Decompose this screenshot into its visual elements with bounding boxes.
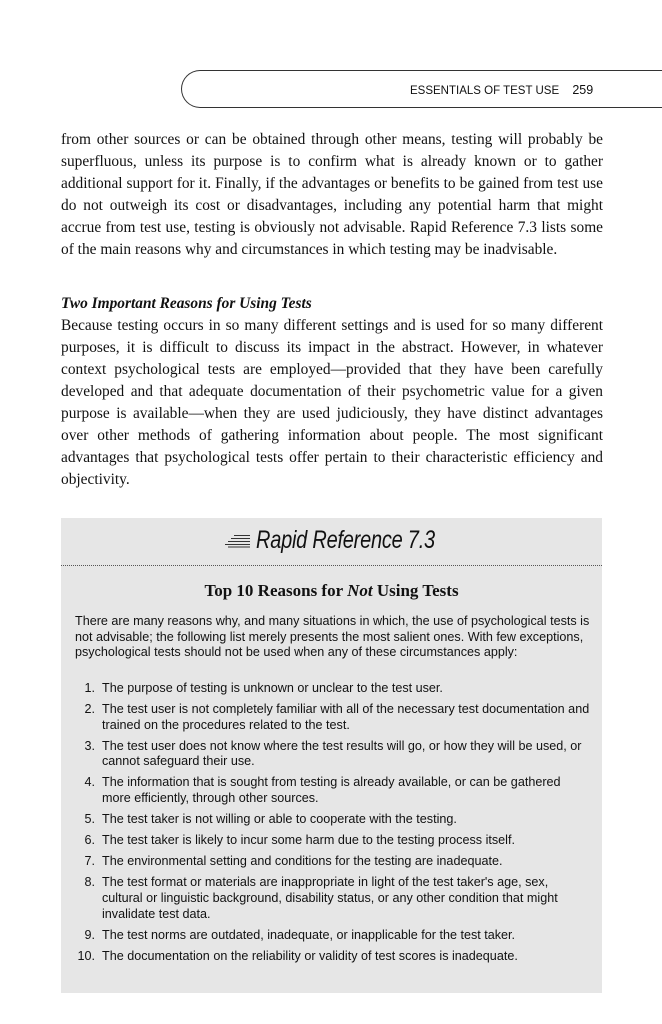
page-number: 259 bbox=[572, 83, 594, 97]
rapid-reference-title: Rapid Reference 7.3 bbox=[255, 526, 435, 554]
subtitle-part-2: Using Tests bbox=[372, 581, 459, 600]
rapid-reference-subtitle bbox=[61, 581, 602, 601]
list-item: 8. The test format or materials are inappropriate in light of the test taker's age, sex, cultural or linguistic background, disability status, or any other condition that might invalidate test data. bbox=[84, 875, 558, 921]
subtitle-part-1: Top 10 Reasons for bbox=[204, 581, 348, 600]
list-item: 3. The test user does not know where the test results will go, or how they will be used, or cannot safeguard their use. bbox=[84, 738, 582, 769]
dotted-divider bbox=[61, 565, 602, 566]
list-item: 7. The environmental setting and conditions for the testing are inadequate. bbox=[84, 854, 503, 869]
section-subheading: Two Important Reasons for Using Tests bbox=[61, 295, 312, 312]
body-paragraph-2: Because testing occurs in so many different settings and is used for so many different purposes, it is difficult to discuss its impact in the abstract. However, in whatever context psychological tests are employed—provided that they have been carefully developed and that adequate documentation of their psychometric value for a given purpose is available—when they are used judiciously, they have distinct advantages over other methods of gathering information about people. The most significant advantages that psychological tests offer pertain to their characteristic efficiency and objectivity. bbox=[61, 317, 603, 488]
list-item: 1. The purpose of testing is unknown or unclear to the test user. bbox=[84, 681, 443, 695]
running-header bbox=[410, 83, 593, 97]
list-item: 5. The test taker is not willing or able to cooperate with the testing. bbox=[84, 812, 457, 827]
running-header-section: ESSENTIALS OF TEST USE bbox=[410, 85, 560, 97]
reasons-list bbox=[75, 681, 591, 970]
list-item: 4. The information that is sought from testing is already available, or can be gathered more efficiently, through other sources. bbox=[84, 775, 561, 806]
list-item: 2. The test user is not completely familiar with all of the necessary test documentation and trained on the procedures related to the test. bbox=[84, 702, 590, 732]
list-item: 9. The test norms are outdated, inadequate, or inapplicable for the test taker. bbox=[84, 927, 516, 942]
body-paragraph-1: from other sources or can be obtained through other means, testing will probably be superfluous, unless its purpose is to confirm what is already known or to gather additional support for it. Finally, if the advantages or benefits to be gained from test use do not outweigh its cost or disadvantages, including any potential harm that might accrue from test use, testing is obviously not advisable. Rapid Reference 7.3 lists some of the main reasons why and circumstances in which testing may be inadvisable. bbox=[61, 131, 603, 258]
rapid-reference-box bbox=[61, 518, 602, 993]
rapid-reference-intro: There are many reasons why, and many situations in which, the use of psychological tests is not advisable; the following list merely presents the most salient ones. With few exceptions, psychological tests should not be used when any of these circumstances apply: bbox=[75, 614, 590, 660]
list-item: 10. The documentation on the reliability or validity of test scores is inadequate. bbox=[77, 948, 518, 963]
lines-icon bbox=[224, 534, 250, 548]
list-item: 6. The test taker is likely to incur some harm due to the testing process itself. bbox=[84, 833, 515, 848]
rapid-reference-title-row bbox=[61, 526, 602, 566]
subtitle-emphasis: Not bbox=[347, 581, 373, 600]
